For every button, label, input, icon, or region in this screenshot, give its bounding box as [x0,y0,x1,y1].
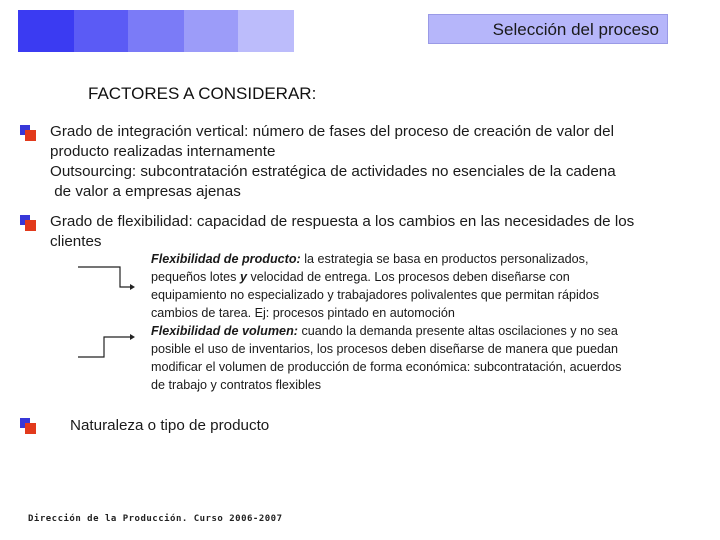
text-line: velocidad de entrega. Los procesos deben diseñarse con [246,270,570,284]
bullet-square-icon [20,215,36,231]
factor-vertical-integration [50,122,616,202]
product-flexibility-text [151,250,599,322]
text-line: posible el uso de inventarios, los procesos deben diseñarse de manera que puedan [151,342,618,356]
text-line: cuando la demanda presente altas oscilaciones y no sea [297,324,618,338]
arrow-right-icon [76,333,136,363]
text-line: pequeños lotes [151,270,240,284]
factor-flexibility [50,212,634,252]
text-line: Grado de flexibilidad: capacidad de respuesta a los cambios en las necesidades de los [50,213,635,230]
header-color-blocks [18,10,294,52]
subheading-label: Flexibilidad de producto: [151,252,301,266]
header-block [128,10,184,52]
header-block [184,10,238,52]
text-line: clientes [50,233,102,250]
header-block [238,10,294,52]
bullet-square-icon [20,418,36,434]
text-line: Grado de integración vertical: número de fases del proceso de creación de valor del [50,123,614,140]
text-line: producto realizadas internamente [50,143,276,160]
text-line: modificar el volumen de producción de forma económica: subcontratación, acuerdos [151,360,622,374]
section-heading: FACTORES A CONSIDERAR: [88,84,317,103]
header-block [18,10,74,52]
emphasis-word: y [239,270,247,284]
header-block [74,10,128,52]
footer-text: Dirección de la Producción. Curso 2006-2007 [28,514,283,524]
volume-flexibility-text [151,322,621,394]
text-line: de valor a empresas ajenas [50,183,241,200]
text-line: de trabajo y contratos flexibles [151,378,322,392]
slide-title: Selección del proceso [428,14,668,44]
arrow-right-icon [76,263,136,293]
text-line: Outsourcing: subcontratación estratégica de actividades no esenciales de la cadena [50,163,616,180]
factor-product-nature: Naturaleza o tipo de producto [70,417,270,434]
text-line: cambios de tarea. Ej: procesos pintado en automoción [151,306,455,320]
text-line: la estrategia se basa en productos personalizados, [300,252,589,266]
text-line: equipamiento no especializado y trabajadores polivalentes que permitan rápidos [151,288,600,302]
bullet-square-icon [20,125,36,141]
subheading-label: Flexibilidad de volumen: [151,324,298,338]
